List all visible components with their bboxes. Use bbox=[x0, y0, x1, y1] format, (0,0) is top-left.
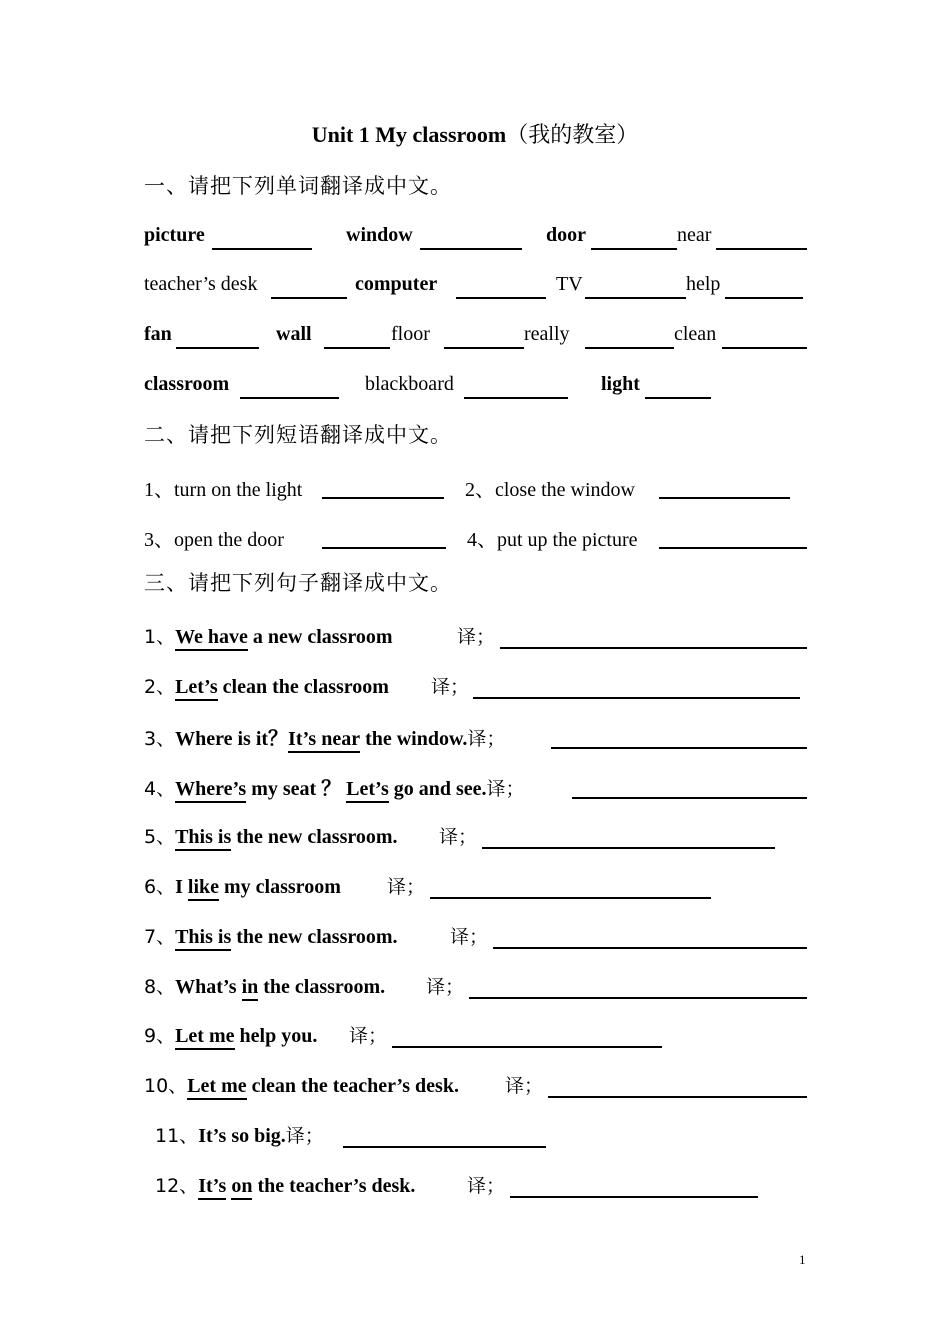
word-floor: floor bbox=[391, 323, 430, 345]
answer-blank[interactable] bbox=[324, 347, 390, 349]
sentence-1: 1、We have a new classroom bbox=[144, 622, 393, 649]
sentence-7: 7、This is the new classroom. bbox=[144, 922, 398, 949]
section1-heading: 一、请把下列单词翻译成中文。 bbox=[144, 174, 452, 198]
answer-blank[interactable] bbox=[716, 248, 807, 250]
phrase-3: 3、open the door bbox=[144, 529, 284, 551]
underlined-phrase: Let’s bbox=[175, 676, 218, 698]
sentence-5: 5、This is the new classroom. bbox=[144, 822, 398, 849]
translate-label: 译； bbox=[285, 1125, 324, 1147]
word-blackboard: blackboard bbox=[365, 373, 454, 395]
underlined-phrase: Let’s bbox=[346, 778, 389, 800]
title-en: Unit 1 My classroom bbox=[311, 122, 507, 147]
answer-blank[interactable] bbox=[212, 248, 312, 250]
answer-blank[interactable] bbox=[510, 1196, 758, 1198]
word-wall: wall bbox=[276, 323, 312, 345]
word-classroom: classroom bbox=[144, 373, 230, 395]
answer-blank[interactable] bbox=[585, 347, 674, 349]
underlined-phrase: in bbox=[242, 976, 259, 998]
answer-blank[interactable] bbox=[464, 397, 568, 399]
sentence-6: 6、I like my classroom bbox=[144, 872, 341, 899]
translate-label: 译； bbox=[349, 1025, 388, 1047]
page-number: 1 bbox=[799, 1252, 806, 1267]
title-cn: （我的教室） bbox=[506, 122, 639, 147]
word-teachers-desk: teacher’s desk bbox=[144, 273, 258, 295]
answer-blank[interactable] bbox=[240, 397, 339, 399]
sentence-9: 9、Let me help you. bbox=[144, 1021, 317, 1048]
answer-blank[interactable] bbox=[343, 1146, 546, 1148]
section3-heading: 三、请把下列句子翻译成中文。 bbox=[144, 571, 452, 595]
translate-label: 译； bbox=[505, 1075, 544, 1097]
translate-label: 译； bbox=[467, 1175, 506, 1197]
translate-label: 译； bbox=[450, 926, 489, 948]
answer-blank[interactable] bbox=[420, 248, 522, 250]
answer-blank[interactable] bbox=[591, 248, 677, 250]
word-light: light bbox=[601, 373, 640, 395]
translate-label: 译； bbox=[486, 778, 525, 800]
word-picture: picture bbox=[144, 224, 205, 246]
underlined-phrase: We have bbox=[175, 626, 248, 648]
word-clean: clean bbox=[674, 323, 717, 345]
sentence-2: 2、Let’s clean the classroom bbox=[144, 672, 389, 699]
answer-blank[interactable] bbox=[444, 347, 524, 349]
phrase-2: 2、close the window bbox=[465, 479, 635, 501]
answer-blank[interactable] bbox=[572, 797, 807, 799]
underlined-phrase: This is bbox=[175, 926, 231, 948]
underlined-phrase: on bbox=[231, 1175, 252, 1197]
translate-label: 译； bbox=[467, 728, 506, 750]
word-near: near bbox=[677, 224, 712, 246]
phrase-1: 1、turn on the light bbox=[144, 479, 303, 501]
translate-label: 译； bbox=[387, 876, 426, 898]
answer-blank[interactable] bbox=[322, 547, 446, 549]
translate-label: 译； bbox=[457, 626, 496, 648]
answer-blank[interactable] bbox=[469, 997, 807, 999]
answer-blank[interactable] bbox=[271, 297, 347, 299]
translate-label: 译； bbox=[431, 676, 470, 698]
answer-blank[interactable] bbox=[392, 1046, 662, 1048]
answer-blank[interactable] bbox=[548, 1096, 807, 1098]
underlined-phrase: This is bbox=[175, 826, 231, 848]
word-fan: fan bbox=[144, 323, 172, 345]
underlined-phrase: It’s near bbox=[288, 728, 360, 750]
sentence-3: 3、Where is it？It’s near the window.译； bbox=[144, 722, 505, 751]
word-tv: TV bbox=[556, 273, 583, 295]
word-window: window bbox=[346, 224, 413, 246]
underlined-phrase: Let me bbox=[175, 1025, 234, 1047]
sentence-4: 4、Where’s my seat ？ Let’s go and see.译； bbox=[144, 772, 525, 801]
sentence-10: 10、Let me clean the teacher’s desk. bbox=[144, 1071, 459, 1098]
sentence-12: 12、It’s on the teacher’s desk. bbox=[155, 1171, 415, 1198]
underlined-phrase: It’s bbox=[198, 1175, 226, 1197]
answer-blank[interactable] bbox=[493, 947, 807, 949]
sentence-8: 8、What’s in the classroom. bbox=[144, 972, 385, 999]
underlined-phrase: like bbox=[188, 876, 219, 898]
answer-blank[interactable] bbox=[551, 747, 807, 749]
answer-blank[interactable] bbox=[725, 297, 803, 299]
answer-blank[interactable] bbox=[645, 397, 711, 399]
phrase-4: 4、put up the picture bbox=[467, 529, 638, 551]
answer-blank[interactable] bbox=[585, 297, 686, 299]
section2-heading: 二、请把下列短语翻译成中文。 bbox=[144, 423, 452, 447]
page-title bbox=[0, 118, 950, 149]
translate-label: 译； bbox=[439, 826, 478, 848]
answer-blank[interactable] bbox=[659, 547, 807, 549]
answer-blank[interactable] bbox=[473, 697, 800, 699]
word-really: really bbox=[524, 323, 570, 345]
underlined-phrase: Let me bbox=[187, 1075, 246, 1097]
answer-blank[interactable] bbox=[456, 297, 546, 299]
sentence-11: 11、It’s so big.译； bbox=[155, 1125, 324, 1147]
answer-blank[interactable] bbox=[722, 347, 807, 349]
answer-blank[interactable] bbox=[482, 847, 775, 849]
word-computer: computer bbox=[355, 273, 438, 295]
answer-blank[interactable] bbox=[430, 897, 711, 899]
underlined-phrase: Where’s bbox=[175, 778, 246, 800]
answer-blank[interactable] bbox=[500, 647, 807, 649]
word-help: help bbox=[686, 273, 721, 295]
answer-blank[interactable] bbox=[176, 347, 259, 349]
translate-label: 译； bbox=[426, 976, 465, 998]
answer-blank[interactable] bbox=[322, 497, 444, 499]
word-door: door bbox=[546, 224, 586, 246]
answer-blank[interactable] bbox=[659, 497, 790, 499]
